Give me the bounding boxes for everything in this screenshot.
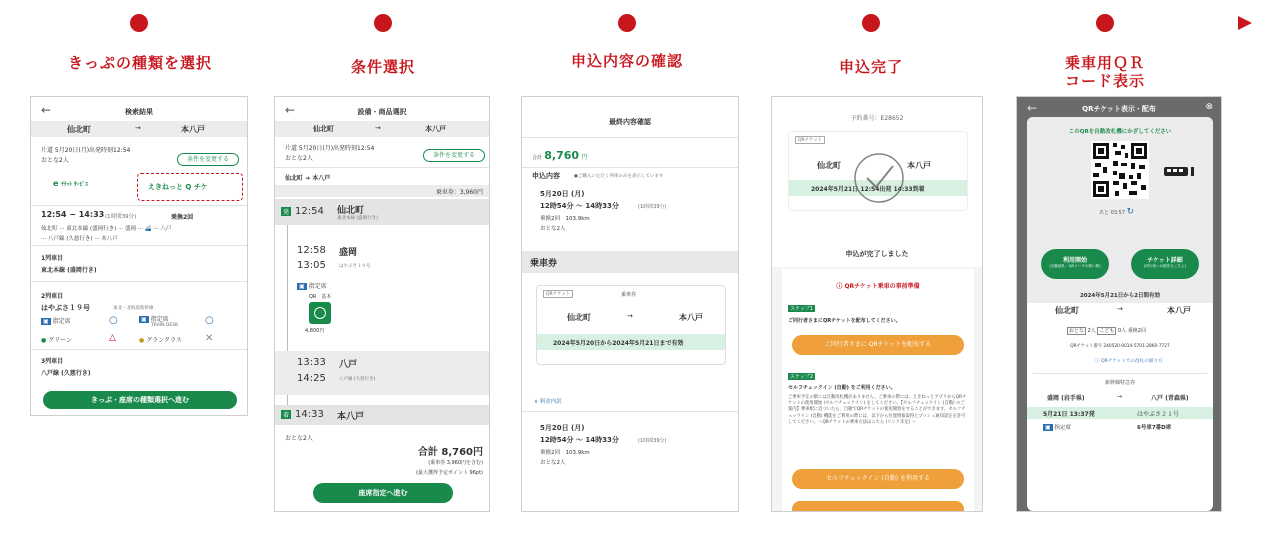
step-dot-3 <box>618 14 636 32</box>
warning-icon: ⓘ <box>836 283 845 290</box>
section-route: 仙北町 ➔ 本八戸 <box>285 175 331 182</box>
seat-label: 指定席 <box>308 283 327 290</box>
qr-basic-label: QR 基本 <box>309 294 332 300</box>
done-message: 申込が完了しました <box>845 250 909 258</box>
fare-detail-toggle[interactable]: ∨ 料金内訳 <box>534 399 562 405</box>
divider <box>31 349 247 350</box>
arrow-icon: → <box>135 124 141 132</box>
step-label-3: 申込内容の確認 <box>570 52 683 70</box>
total-label: 合計 <box>532 155 543 161</box>
train-name: はやぶさ２１号 <box>1137 411 1180 418</box>
warn-row <box>782 281 974 290</box>
ticket-detail-sub: (同行者への配布もこちら) <box>1143 264 1187 268</box>
time2: 12時54分 〜 14時33分 <box>540 436 619 444</box>
start-use-sub: (自動改札・QRリーダの無い駅) <box>1049 264 1101 268</box>
duration: (1時間39分) <box>638 204 667 210</box>
divider <box>522 167 738 168</box>
step-dot-4 <box>862 14 880 32</box>
screen-conditions <box>274 96 490 512</box>
total-sub1: (乗車券 3,960円を含む) <box>428 460 483 466</box>
timer-text: あと 03:57 <box>1099 210 1125 216</box>
to-station: 本八戸 <box>907 161 931 170</box>
triangle-icon: △ <box>109 333 116 343</box>
back-arrow-icon[interactable]: ← <box>285 103 296 117</box>
page-title: 設備・商品選択 <box>357 108 407 116</box>
leg2-title: 2列車目 <box>41 293 64 300</box>
transfer2: 乗換2回 103.9km <box>540 450 590 456</box>
grand-class-icon: ● <box>139 337 145 344</box>
step2-text: ご乗車予定の駅には自動改札機がありません。ご乗車の際には、えきねっとアプリからQRチケットの使用開始 (セルフチェックイン) をしてください。【セルフチェックイン (自動) のご案内】乗車駅に近づいたら、自動でQRチケットの使用開始をすることができます。セルフチェックイン (自動) 機能をご利用の際には、以下から位置情報取得とプッシュ通知設定を許可してください。＜QRチケットの乗車方法はこちら (リンク未定) ＞ <box>788 395 967 425</box>
seat-label: 指定席 <box>1054 425 1071 431</box>
arr-station: 本八戸 <box>337 412 365 422</box>
pax: おとな2人 <box>285 155 313 162</box>
route-bar <box>275 121 489 137</box>
date2: 5月20日 (月) <box>540 424 585 432</box>
child-count: 0人 <box>1118 328 1127 334</box>
leg2-sub: 東北・北海道新幹線 <box>113 306 154 311</box>
leg3-title: 3列車目 <box>41 358 64 365</box>
pax2: おとな2人 <box>540 460 566 466</box>
divider <box>1033 373 1207 374</box>
start-use-button[interactable] <box>1041 249 1109 279</box>
back-arrow-icon[interactable]: ← <box>1027 101 1038 115</box>
t3a: 13:33 <box>297 357 326 368</box>
step2-title: セルフチェックイン (自動) をご利用ください。 <box>788 385 896 391</box>
step1-badge: ステップ1 <box>790 306 814 312</box>
page-title: QRチケット表示・配布 <box>1082 105 1156 113</box>
seat-green-label: グリーン <box>48 337 73 344</box>
from-station-2: 盛岡 (岩手県) <box>1047 395 1085 402</box>
proceed-seat-type-button[interactable]: きっぷ・座席の種類選択へ進む <box>43 391 237 409</box>
timeline <box>0 0 1280 50</box>
qr-tag: QRチケット <box>543 290 573 298</box>
arrow-icon: → <box>375 124 381 132</box>
refresh-icon[interactable]: ↻ <box>1126 207 1135 217</box>
divider <box>31 245 247 246</box>
from-station: 仙北町 <box>567 313 591 322</box>
time-range: 12:54 − 14:33 <box>41 210 105 219</box>
info-icon: ⓘ <box>1095 359 1102 364</box>
divider <box>522 137 738 138</box>
back-arrow-icon[interactable]: ← <box>41 103 52 117</box>
train-date: 5月21日 13:37発 <box>1043 411 1095 418</box>
transfer-station-bar <box>275 351 489 395</box>
ticket-detail-button[interactable] <box>1131 249 1199 279</box>
pax-row <box>1067 327 1146 334</box>
total-value: 8,760 <box>544 149 580 162</box>
change-conditions-button[interactable]: 条件を変更する <box>423 149 485 162</box>
leg3-train: 八戸線 (久慈行き) <box>41 370 91 377</box>
circle-icon: ○ <box>109 315 118 326</box>
pax2: おとな2人 <box>285 435 313 442</box>
reservation-no: 予約番号：E28652 <box>850 115 904 122</box>
duration2: (1時間39分) <box>638 438 667 444</box>
page-title: 検索結果 <box>125 108 153 116</box>
ticket-type: 乗車券 <box>621 292 637 298</box>
extra-button[interactable] <box>792 501 964 512</box>
step-label-5 <box>1005 54 1205 90</box>
validity: 2024年5月20日から2024年5月21日まで有効 <box>553 340 684 347</box>
info-panel <box>782 269 974 512</box>
step-dot-2 <box>374 14 392 32</box>
ticket-no: QRチケット番号 240520-0014-5701-2860-7727 <box>1070 344 1170 349</box>
circle-icon: ○ <box>205 315 214 326</box>
section-label: 申込内容 <box>532 172 560 180</box>
seat-green[interactable] <box>41 335 72 344</box>
seat-icon: ▣ <box>1045 424 1051 431</box>
divider <box>31 205 247 206</box>
leg1-train: 東北本線 (盛岡行き) <box>41 267 97 274</box>
step-label-2: 条件選択 <box>350 58 415 76</box>
proceed-seat-button[interactable]: 座席指定へ進む <box>313 483 453 503</box>
instruction: このQRを自動改札機にかざしてください <box>1068 129 1172 135</box>
total-unit: 円 <box>581 154 588 161</box>
arrow-icon: → <box>627 312 633 320</box>
divider <box>31 281 247 282</box>
timeline-arrowhead <box>1238 16 1252 30</box>
eki-logo[interactable]: e ﾁｹｯﾄ ｻｰﾋﾞｽ <box>53 179 88 188</box>
qr-sheet <box>1027 117 1213 511</box>
validity-bar <box>537 334 725 350</box>
fare-label: 乗車券：3,960円 <box>435 189 483 196</box>
date-line: 片道 5月20日(月)出発時刻12:54 <box>285 145 375 152</box>
train-desk-label: TRAIN DESK <box>151 323 179 328</box>
route-summary-2: ··· 八戸線 (久慈行き) ··· 本八戸 <box>41 236 118 242</box>
screen-ticket-type <box>30 96 248 416</box>
ticket-card <box>788 131 968 211</box>
to-station: 本八戸 <box>181 125 205 134</box>
timer <box>1099 207 1134 217</box>
seat-reserved[interactable] <box>41 316 71 325</box>
step-dot-5 <box>1096 14 1114 32</box>
seat-icon: ▣ <box>299 283 305 290</box>
dep-time: 12:54 <box>295 206 324 217</box>
step-label-5-line2: コード表示 <box>1064 72 1145 90</box>
seat-reserved-label: 指定席 <box>52 318 71 325</box>
step-label-5-line1: 乗車用ＱＲ <box>1064 54 1145 72</box>
ticket-header: 乗車券 <box>530 259 558 269</box>
from-station: 仙北町 <box>817 161 841 170</box>
seat-no: 6号車7番D席 <box>1137 425 1172 431</box>
train-icon <box>1163 165 1195 179</box>
mid-line-1: はやぶさ１９号 <box>339 264 371 269</box>
from-station: 仙北町 <box>1055 306 1079 315</box>
self-checkin-button[interactable]: セルフチェックイン (自動) を利用する <box>792 469 964 489</box>
t3b: 14:25 <box>297 373 326 384</box>
page-title: 最終内容確認 <box>609 118 651 126</box>
seat-train-desk[interactable] <box>139 314 178 328</box>
total-row <box>532 149 587 162</box>
child-tag: こども <box>1099 328 1115 334</box>
cross-icon: ✕ <box>205 333 214 344</box>
seat-grand[interactable] <box>139 335 182 344</box>
to-station-2: 八戸 (青森県) <box>1151 395 1189 402</box>
step-label-4: 申込完了 <box>838 58 903 76</box>
from-station: 仙北町 <box>313 125 334 133</box>
adult-tag: おとな <box>1069 328 1085 334</box>
mid-station-2: 八戸 <box>339 360 358 370</box>
from-station: 仙北町 <box>67 125 91 134</box>
warn-text: QRチケット乗車の事前準備 <box>844 283 920 290</box>
qr-price: 4,800円 <box>305 328 325 334</box>
mid-station-1: 盛岡 <box>339 248 358 258</box>
divider <box>275 167 489 168</box>
time: 12時54分 〜 14時33分 <box>540 202 619 210</box>
circle-icon <box>314 307 326 319</box>
close-icon[interactable]: ⊗ <box>1205 102 1213 112</box>
transfer: 乗換2回 103.9km <box>540 216 590 222</box>
transfer: 乗換2回 <box>1127 328 1146 334</box>
arr-station-bar <box>275 405 489 425</box>
step-dot-1 <box>130 14 148 32</box>
dep-line: 東北本線 (盛岡行き) <box>337 216 378 221</box>
ticket-line: 2024年5月21日 12:54出発 14:33到着 <box>811 186 925 193</box>
t2a: 12:58 <box>297 245 326 256</box>
mid-line-2: 八戸線 (久慈行き) <box>339 377 376 382</box>
pax: おとな2人 <box>41 157 69 164</box>
arr-time: 14:33 <box>295 409 324 420</box>
arrow-icon-2: → <box>1117 393 1123 400</box>
check-stamp-icon <box>851 150 907 206</box>
dep-station-bar <box>275 199 489 225</box>
step-label-1: きっぷの種類を選択 <box>67 54 212 72</box>
howto-link[interactable] <box>1095 358 1163 364</box>
arrow-icon: → <box>1117 305 1123 313</box>
route-summary-1: 仙北町 ··· 東北本線 (盛岡行き) ··· 盛岡 ··· 🚄 ··· 八戸 <box>41 226 172 232</box>
step2-badge: ステップ2 <box>790 374 814 380</box>
total-sub2: (最大獲得予定ポイント 96pt) <box>416 470 483 476</box>
leg1-title: 1列車目 <box>41 255 64 262</box>
adult-count: 2人 <box>1087 328 1096 334</box>
pax: おとな2人 <box>540 226 566 232</box>
date-line: 片道 5月20日(月)出発時刻12:54 <box>41 147 131 154</box>
tab-eticket-label: えきねっと Q チケ <box>148 183 208 191</box>
train-bar <box>1027 407 1213 419</box>
seat-section <box>297 281 327 290</box>
howto-label: QRチケットでの改札の通り方 <box>1101 359 1163 364</box>
qr-code <box>1091 141 1149 199</box>
seat-grand-label: グランクラス <box>146 337 182 344</box>
valid-date: 2024年5月21日から2日間有効 <box>1079 293 1161 299</box>
qr-tag: QRチケット <box>795 136 825 144</box>
start-use-label: 利用開始 <box>1062 257 1087 264</box>
tab-eticket[interactable] <box>137 173 243 201</box>
divider <box>522 411 738 412</box>
screen-confirm <box>521 96 739 512</box>
seat-icon: ▣ <box>141 316 147 323</box>
route-bar <box>31 121 247 137</box>
dep-badge: 発 <box>283 209 290 216</box>
ticket-card[interactable] <box>536 285 726 365</box>
date: 5月20日 (月) <box>540 190 585 198</box>
t2b: 13:05 <box>297 260 326 271</box>
leg2-train: はやぶさ１９号 <box>41 304 90 312</box>
fare-bar <box>275 185 489 197</box>
ticket-header-bar <box>522 251 738 273</box>
distribute-qr-button[interactable]: ご同行者さまに QRチケットを配布する <box>792 335 964 355</box>
shinkansen-section: 新幹線特急券 <box>1104 380 1135 386</box>
step1-text: ご同行者さまにQRチケットを配布してください。 <box>788 318 901 324</box>
change-conditions-button[interactable]: 条件を変更する <box>177 153 239 166</box>
seat-train-desk-label: 指定席 <box>150 316 169 323</box>
section-note: ●ご購入いただく列車のみを表示しています <box>574 174 664 179</box>
total: 合計 8,760円 <box>417 447 483 458</box>
duration: (1時間39分) <box>105 214 137 220</box>
seat-icon: ▣ <box>43 318 49 325</box>
dep-station: 仙北町 <box>337 206 365 216</box>
screen-qr <box>1016 96 1222 512</box>
ticket-detail-label: チケット詳細 <box>1147 257 1183 264</box>
green-car-icon: ● <box>41 337 47 344</box>
to-station: 本八戸 <box>1167 306 1191 315</box>
arr-badge: 着 <box>283 412 290 419</box>
qr-basic-option[interactable] <box>309 302 331 324</box>
to-station: 本八戸 <box>679 313 703 322</box>
seat-row <box>1043 423 1071 431</box>
transfer-count: 乗換2回 <box>171 214 194 221</box>
to-station: 本八戸 <box>425 125 446 133</box>
screen-complete <box>771 96 983 512</box>
